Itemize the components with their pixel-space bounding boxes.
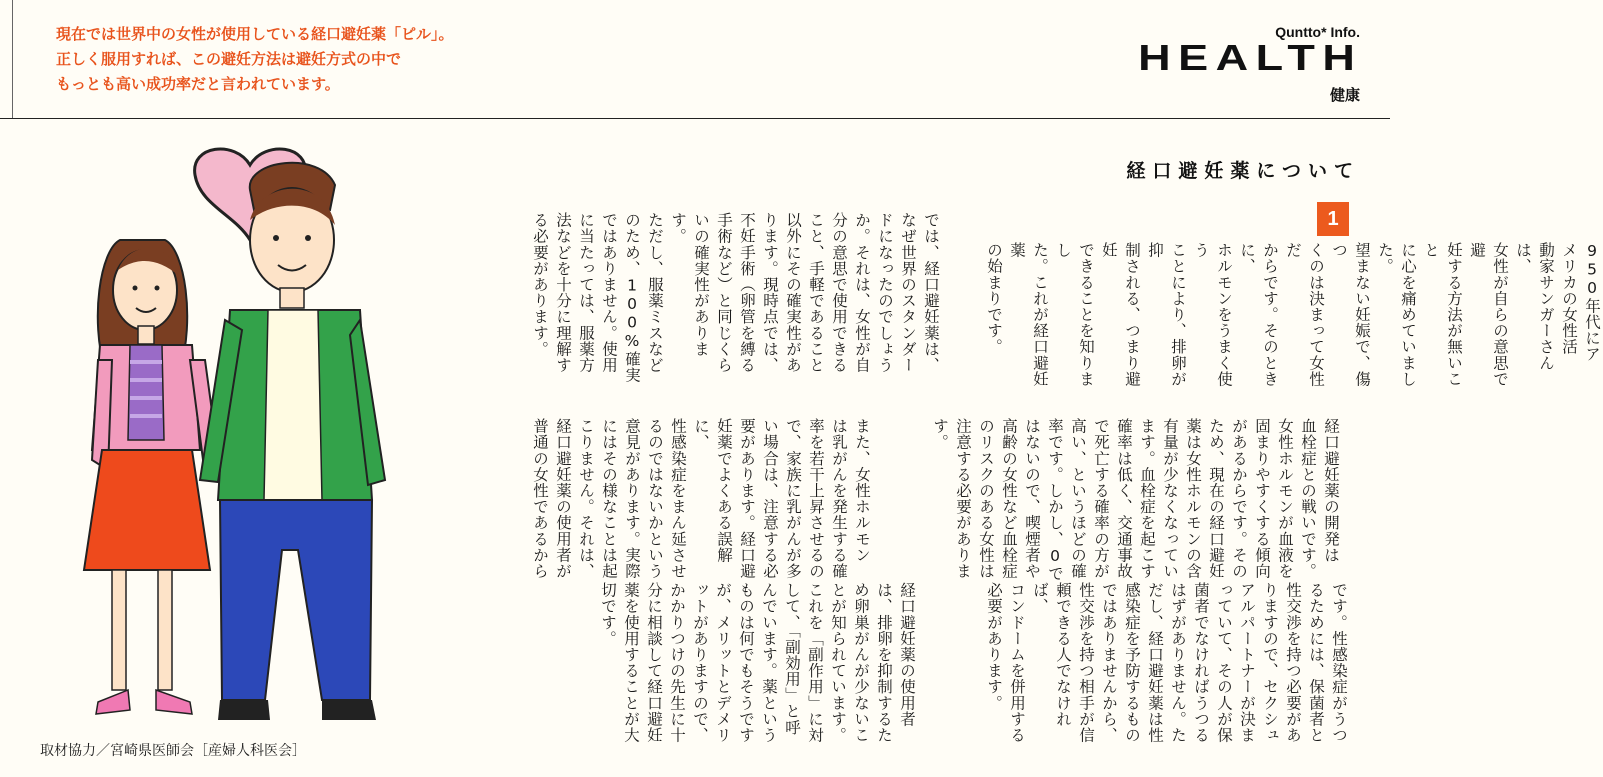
intro-line-2: 正しく服用すれば、この避妊方法は避妊方式の中で — [56, 50, 402, 68]
brand-subtitle: Quntto* Info. — [1275, 24, 1360, 40]
article-column-4: また、女性ホルモン は乳がんを発生する確 率を若干上昇させるの で、家族に乳がんが多 い場合は、注意する必 要があります。経口避 妊薬でよくある誤解に、 性感染症をまん延させ るのではないかという 意見があります。実際 にはその様なことは起 こりません。それは、 経口避妊薬の使用者が 普通の女性であるから — [531, 418, 871, 579]
credit-line: 取材協力／宮崎県医師会［産婦人科医会］ — [40, 743, 306, 759]
man-figure — [200, 163, 385, 720]
header-left-rule — [12, 0, 13, 118]
couple-illustration — [60, 130, 490, 730]
intro-text — [56, 22, 616, 97]
article-column-3: 経口避妊薬の開発は 血栓症との戦いです。 女性ホルモンが血液を 固まりやすくする傾向 があるからです。その ため、現在の経口避妊 薬は女性ホルモンの含 有量が少なくなってい ます。血栓症を起こす 確率は低く、交通事故 で死亡する確率の方が 高い、というほどの確 率です。しかし、0で はないので、喫煙者や 高齢の女性など血栓症 のリスクのある女性は 注意する必要がありま す。 — [931, 418, 1340, 582]
brand-title: HEALTH — [1137, 37, 1362, 78]
article-column-5: です。性感染症がうつ るためには、保菌者と 性交渉を持つ必要があ りますので、セクシュ アルパートナーが決ま っていて、その人が保 菌者でなければうつる はずがありません。た だし、経口避妊薬は性 感染症を予防するもの ではありませんから、 性交渉を持つ相手が信 頼できる人でなければ、 コンドームを併用する 必要があります。 — [985, 582, 1348, 743]
section-number-badge: 1 — [1317, 202, 1349, 236]
article-column-1: 950年代にア メリカの女性活 動家サンガーさんは、 女性が自らの意思で避 妊する方法が無いこと に心を痛めていました。 望まない妊娠で、傷つ くのは決まって女性だ からです。そのときに、 ホルモンをうまく使う ことにより、排卵が抑 制される、つまり避妊 できることを知りまし た。これが経口避妊薬 の始まりです。 — [985, 242, 1601, 387]
article-column-2: では、経口避妊薬は、 なぜ世界のスタンダー ドになったのでしょう か。それは、女性が自 分の意思で使用できる こと、手軽であること 以外にその確実性があ ります。現時点では、 不妊手術（卵管を縛る 手術など）と同じくら いの確実性があります。 ただし、服薬ミスなど のため、100%確実 ではありません。使用 に当たっては、服薬方 法などを十分に理解す る必要があります。 — [531, 212, 940, 383]
article-column-6: 経口避妊薬の使用者 は、排卵を抑制するた め卵巣がんが少ないこ とが知られています。 これを「副作用」に対 して、「副効用」と呼 んでいます。薬という ものは何でもそうです が、メリットとデメリ ットがありますので、 かかりつけの先生に十 分に相談して経口避妊 薬を使用することが大 切です。 — [599, 582, 916, 743]
intro-line-1: 現在では世界中の女性が使用している経口避妊薬「ピル」。 — [56, 25, 454, 43]
article-title: 経口避妊薬について — [1126, 160, 1360, 182]
header-divider — [0, 118, 1390, 119]
intro-line-3: もっとも高い成功率だと言われています。 — [56, 75, 340, 93]
brand-japanese: 健康 — [1329, 86, 1360, 104]
